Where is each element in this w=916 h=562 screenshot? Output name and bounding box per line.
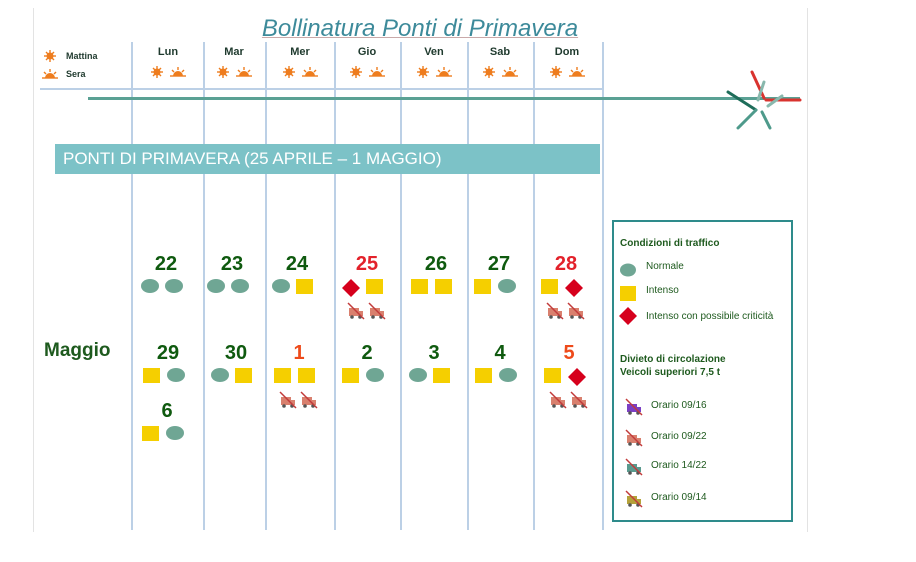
normal-icon	[140, 278, 160, 294]
ban-teal-truck-icon	[625, 458, 643, 476]
traffic-symbols	[543, 367, 587, 387]
month-label: Maggio	[44, 340, 111, 361]
calendar-day-number: 27	[487, 253, 511, 275]
ban-legend-icon	[625, 398, 643, 421]
calendar-day-number: 22	[154, 253, 178, 275]
day-header-icons	[470, 66, 530, 78]
calendar-day-number: 3	[428, 342, 440, 364]
ban-red-truck-icon	[567, 302, 585, 320]
normal-icon	[210, 367, 230, 383]
critical-icon	[564, 278, 584, 298]
traffic-symbols	[341, 278, 385, 298]
ban-legend-label: Orario 09/22	[651, 431, 707, 442]
column-divider	[131, 42, 133, 530]
intense-icon	[432, 367, 452, 384]
legend-evening-label: Sera	[66, 69, 86, 79]
ban-legend-icon	[625, 458, 643, 481]
day-header-icons	[537, 66, 597, 78]
intense-icon	[142, 367, 162, 384]
page-title: Bollinatura Ponti di Primavera	[261, 15, 579, 42]
day-header-icons	[138, 66, 198, 78]
legend-critical-label: Intenso con possibile criticità	[646, 311, 774, 322]
sun-icon	[547, 66, 565, 78]
intense-icon	[297, 367, 317, 384]
truck-ban-symbols	[279, 391, 318, 409]
normal-icon	[498, 367, 518, 383]
day-header-gio: Gio	[357, 46, 377, 58]
intense-icon	[619, 285, 637, 302]
sunset-icon	[434, 66, 454, 78]
traffic-symbols	[141, 425, 185, 442]
calendar-day-number: 6	[161, 400, 173, 422]
intense-icon	[295, 278, 315, 295]
calendar-day-number: 24	[285, 253, 309, 275]
ban-legend-icon	[625, 490, 643, 513]
traffic-heading: Condizioni di traffico	[620, 238, 720, 249]
traffic-symbols	[540, 278, 584, 298]
intense-icon	[410, 278, 430, 295]
calendar-day-number: 30	[224, 342, 248, 364]
day-header-mar: Mar	[224, 46, 244, 58]
intense-icon	[234, 367, 254, 384]
normal-icon	[165, 425, 185, 441]
sunset-icon	[500, 66, 520, 78]
normal-icon	[206, 278, 226, 294]
normal-icon	[271, 278, 291, 294]
traffic-symbols	[408, 367, 452, 384]
ban-purple-truck-icon	[625, 398, 643, 416]
calendar-day-number: 2	[361, 342, 373, 364]
intense-icon	[540, 278, 560, 295]
critical-icon	[618, 306, 638, 326]
intense-icon	[473, 278, 493, 295]
normal-icon	[619, 262, 637, 278]
day-header-sab: Sab	[489, 46, 511, 58]
column-divider	[602, 42, 604, 530]
calendar-day-number: 25	[355, 253, 379, 275]
sunset-icon	[234, 66, 254, 78]
sunset-icon	[367, 66, 387, 78]
legend-morning-label: Mattina	[66, 51, 98, 61]
ban-red-truck-icon	[570, 391, 588, 409]
sun-icon	[148, 66, 166, 78]
sun-icon	[214, 66, 232, 78]
sun-icon	[414, 66, 432, 78]
normal-icon	[166, 367, 186, 383]
normal-icon	[365, 367, 385, 383]
intense-icon	[543, 367, 563, 384]
traffic-symbols	[273, 367, 317, 384]
calendar-day-number: 4	[494, 342, 506, 364]
calendar-day-number: 29	[156, 342, 180, 364]
sun-icon	[40, 50, 60, 62]
ban-red-truck-icon	[549, 391, 567, 409]
traffic-symbols	[473, 278, 517, 295]
column-divider	[533, 42, 535, 530]
ban-legend-label: Orario 09/16	[651, 400, 707, 411]
intense-icon	[273, 367, 293, 384]
sunset-icon	[168, 66, 188, 78]
day-header-icons	[404, 66, 464, 78]
normal-icon	[408, 367, 428, 383]
day-header-mer: Mer	[290, 46, 310, 58]
header-divider	[40, 88, 604, 90]
ban-red-truck-icon	[300, 391, 318, 409]
intense-icon	[365, 278, 385, 295]
traffic-symbols	[206, 278, 250, 294]
calendar-day-number: 1	[293, 342, 305, 364]
normal-icon	[164, 278, 184, 294]
column-divider	[203, 42, 205, 530]
logo-star-icon	[726, 70, 802, 132]
intense-icon	[434, 278, 454, 295]
sun-icon	[347, 66, 365, 78]
ban-heading-line-2: Veicoli superiori 7,5 t	[620, 367, 721, 378]
column-divider	[265, 42, 267, 530]
ban-red-truck-icon	[546, 302, 564, 320]
ban-red-truck-icon	[279, 391, 297, 409]
normal-icon	[230, 278, 250, 294]
header-accent-line	[88, 97, 800, 100]
ban-legend-label: Orario 14/22	[651, 460, 707, 471]
critical-icon	[341, 278, 361, 298]
day-header-icons	[270, 66, 330, 78]
intense-icon	[341, 367, 361, 384]
column-divider	[334, 42, 336, 530]
legend-intense-label: Intenso	[646, 285, 679, 296]
ban-red-truck-icon	[347, 302, 365, 320]
truck-ban-symbols	[546, 302, 585, 320]
sunset-icon	[567, 66, 587, 78]
calendar-day-number: 26	[424, 253, 448, 275]
period-banner: PONTI DI PRIMAVERA (25 APRILE – 1 MAGGIO)	[55, 144, 600, 174]
legend-morning	[40, 50, 98, 62]
legend-normal-label: Normale	[646, 261, 684, 272]
day-header-icons	[204, 66, 264, 78]
traffic-symbols	[410, 278, 454, 295]
day-header-dom: Dom	[554, 46, 580, 58]
calendar-day-number: 5	[563, 342, 575, 364]
intense-icon	[141, 425, 161, 442]
sunset-icon	[40, 68, 60, 80]
day-header-icons	[337, 66, 397, 78]
traffic-symbols	[474, 367, 518, 384]
traffic-symbols	[271, 278, 315, 295]
column-divider	[467, 42, 469, 530]
ban-heading-line-1: Divieto di circolazione	[620, 354, 726, 365]
legend-evening	[40, 68, 86, 80]
ban-red-truck-icon	[368, 302, 386, 320]
critical-icon	[567, 367, 587, 387]
column-divider	[400, 42, 402, 530]
calendar-day-number: 28	[554, 253, 578, 275]
day-header-ven: Ven	[424, 46, 444, 58]
traffic-symbols	[341, 367, 385, 384]
ban-red-truck-icon	[625, 429, 643, 447]
ban-heading	[620, 353, 726, 379]
sun-icon	[280, 66, 298, 78]
normal-icon	[497, 278, 517, 294]
truck-ban-symbols	[549, 391, 588, 409]
intense-icon	[474, 367, 494, 384]
traffic-symbols	[142, 367, 186, 384]
truck-ban-symbols	[347, 302, 386, 320]
day-header-lun: Lun	[157, 46, 179, 58]
ban-legend-icon	[625, 429, 643, 452]
sun-icon	[480, 66, 498, 78]
ban-legend-label: Orario 09/14	[651, 492, 707, 503]
traffic-symbols	[210, 367, 254, 384]
ban-olive-truck-icon	[625, 490, 643, 508]
sunset-icon	[300, 66, 320, 78]
traffic-symbols	[140, 278, 184, 294]
calendar-day-number: 23	[220, 253, 244, 275]
